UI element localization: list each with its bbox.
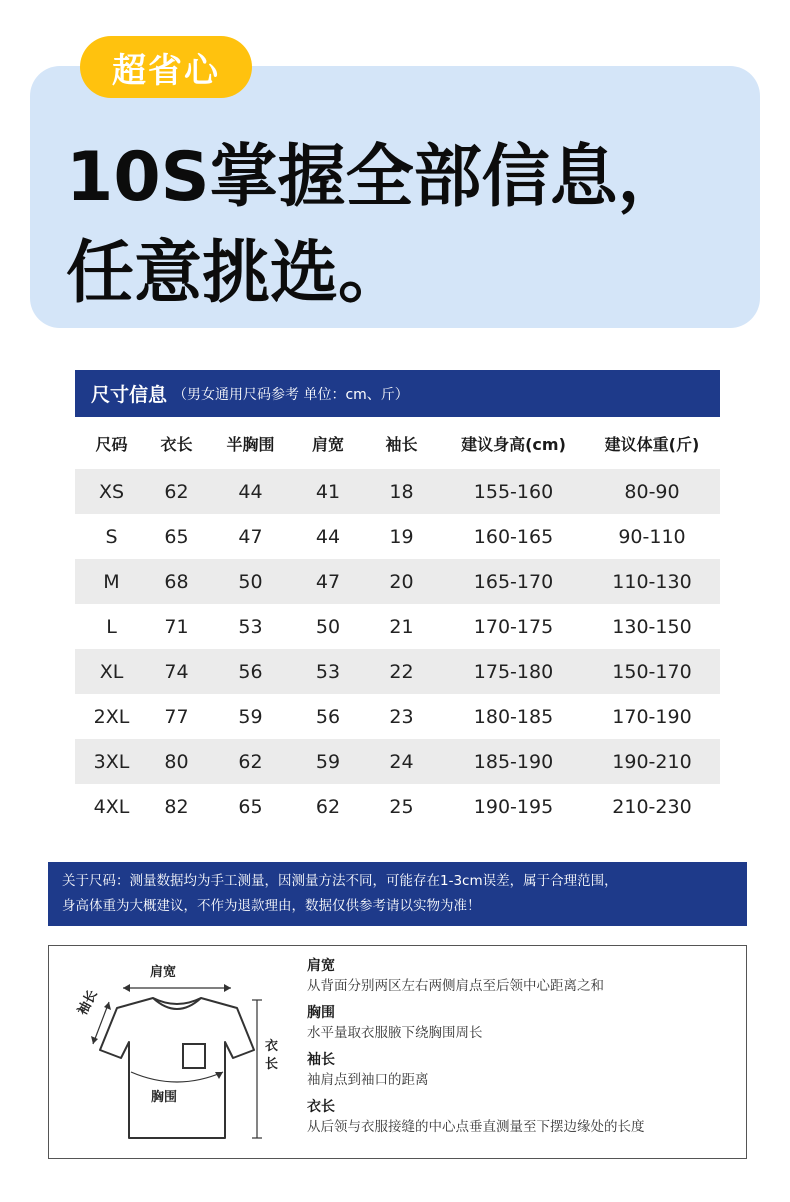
- size-table-subtitle: （男女通用尺码参考 单位：cm、斤）: [173, 386, 409, 403]
- table-cell: 59: [238, 705, 263, 728]
- table-cell: M: [75, 559, 148, 604]
- table-cell: 190-210: [584, 739, 720, 784]
- table-cell: 24: [360, 739, 443, 784]
- table-cell: L: [106, 615, 117, 638]
- size-notice: [48, 862, 747, 926]
- table-row: [75, 649, 720, 694]
- table-cell: 65: [164, 525, 189, 548]
- table-row: [75, 694, 720, 739]
- table-cell: 47: [238, 525, 263, 548]
- table-cell: 68: [148, 559, 205, 604]
- table-cell: 170-175: [473, 615, 554, 638]
- measure-definition: 袖肩点到袖口的距离: [307, 1072, 429, 1088]
- table-row: [75, 469, 720, 514]
- table-cell: 180-185: [473, 705, 554, 728]
- table-cell: 210-230: [612, 795, 692, 818]
- header-height: 建议身高(cm): [461, 434, 566, 454]
- measure-definition: 从后领与衣服接缝的中心点垂直测量至下摆边缘处的长度: [307, 1119, 645, 1135]
- table-row: [75, 514, 720, 559]
- table-cell: 53: [238, 615, 263, 638]
- table-cell: 18: [360, 469, 443, 514]
- table-row: [75, 559, 720, 604]
- table-cell: 56: [205, 649, 296, 694]
- table-cell: 50: [205, 559, 296, 604]
- table-cell: 50: [315, 615, 341, 638]
- table-cell: 130-150: [612, 615, 692, 638]
- table-cell: XL: [75, 649, 148, 694]
- headline-line-2: 任意挑选。: [66, 234, 407, 313]
- table-cell: 155-160: [443, 469, 584, 514]
- table-cell: 82: [164, 795, 189, 818]
- notice-line-2: 身高体重为大概建议，不作为退款理由，数据仅供参考请以实物为准！: [62, 898, 481, 914]
- list-item: [307, 956, 747, 996]
- headline-line-1: 10S掌握全部信息，: [66, 138, 686, 217]
- measure-term: 衣长: [307, 1099, 335, 1115]
- table-cell: 71: [164, 615, 189, 638]
- list-item: [307, 1003, 747, 1043]
- measurement-descriptions: [307, 956, 747, 1144]
- list-item: [307, 1097, 747, 1137]
- table-cell: 62: [148, 469, 205, 514]
- table-cell: 4XL: [93, 795, 130, 818]
- table-cell: 53: [296, 649, 360, 694]
- size-table-header-row: [75, 417, 720, 469]
- table-cell: 22: [360, 649, 443, 694]
- size-table: [75, 417, 720, 829]
- header-shoulder: 肩宽: [311, 434, 344, 454]
- table-cell: 21: [389, 615, 414, 638]
- tshirt-diagram: [49, 946, 299, 1158]
- table-cell: 41: [296, 469, 360, 514]
- table-cell: 74: [148, 649, 205, 694]
- measure-term: 胸围: [307, 1005, 335, 1021]
- notice-line-1: 关于尺码：测量数据均为手工测量，因测量方法不同，可能存在1-3cm误差，属于合理范围，: [62, 873, 618, 889]
- table-cell: 44: [315, 525, 341, 548]
- measure-term: 袖长: [307, 1052, 335, 1068]
- table-cell: 110-130: [584, 559, 720, 604]
- header-sleeve: 袖长: [385, 434, 418, 454]
- headline: [66, 130, 766, 322]
- table-cell: 44: [205, 469, 296, 514]
- header-size: 尺码: [95, 434, 128, 454]
- table-cell: 90-110: [618, 525, 686, 548]
- table-cell: 150-170: [584, 649, 720, 694]
- table-cell: 2XL: [93, 705, 130, 728]
- diagram-length-char: 长: [265, 1057, 279, 1072]
- diagram-length-char: 衣: [265, 1039, 279, 1054]
- table-cell: 65: [238, 795, 263, 818]
- table-cell: 190-195: [473, 795, 554, 818]
- table-cell: 19: [389, 525, 414, 548]
- measure-term: 肩宽: [307, 958, 335, 974]
- table-cell: 77: [164, 705, 189, 728]
- header-weight: 建议体重(斤): [604, 434, 700, 454]
- table-row: [75, 604, 720, 649]
- header-half-chest: 半胸围: [226, 434, 275, 454]
- table-cell: 170-190: [612, 705, 692, 728]
- table-cell: 80: [148, 739, 205, 784]
- table-cell: 160-165: [473, 525, 554, 548]
- measure-definition: 从背面分别两区左右两侧肩点至后领中心距离之和: [307, 978, 604, 994]
- table-row: [75, 784, 720, 829]
- size-table-title-bar: [75, 370, 720, 417]
- header-length: 衣长: [160, 434, 193, 454]
- size-table-title: 尺寸信息: [91, 384, 168, 406]
- measurement-guide: [48, 945, 747, 1159]
- table-cell: 62: [205, 739, 296, 784]
- list-item: [307, 1050, 747, 1090]
- table-cell: 165-170: [443, 559, 584, 604]
- diagram-sleeve-label: 袖长: [75, 987, 101, 1018]
- table-cell: 59: [296, 739, 360, 784]
- diagram-chest-label: 胸围: [151, 1090, 178, 1105]
- size-table-section: [75, 370, 720, 829]
- table-cell: 175-180: [443, 649, 584, 694]
- table-cell: 25: [389, 795, 414, 818]
- table-cell: 3XL: [75, 739, 148, 784]
- table-cell: 62: [315, 795, 341, 818]
- diagram-length-label: [265, 1038, 278, 1072]
- badge: 超省心: [80, 36, 252, 98]
- measure-definition: 水平量取衣服腋下绕胸围周长: [307, 1025, 483, 1041]
- table-row: [75, 739, 720, 784]
- tshirt-outline-icon: [100, 998, 254, 1138]
- table-cell: S: [105, 525, 118, 548]
- table-cell: XS: [75, 469, 148, 514]
- table-cell: 80-90: [584, 469, 720, 514]
- table-cell: 23: [389, 705, 414, 728]
- table-cell: 20: [360, 559, 443, 604]
- table-cell: 47: [296, 559, 360, 604]
- diagram-shoulder-label: 肩宽: [150, 965, 177, 980]
- table-cell: 185-190: [443, 739, 584, 784]
- table-cell: 56: [315, 705, 341, 728]
